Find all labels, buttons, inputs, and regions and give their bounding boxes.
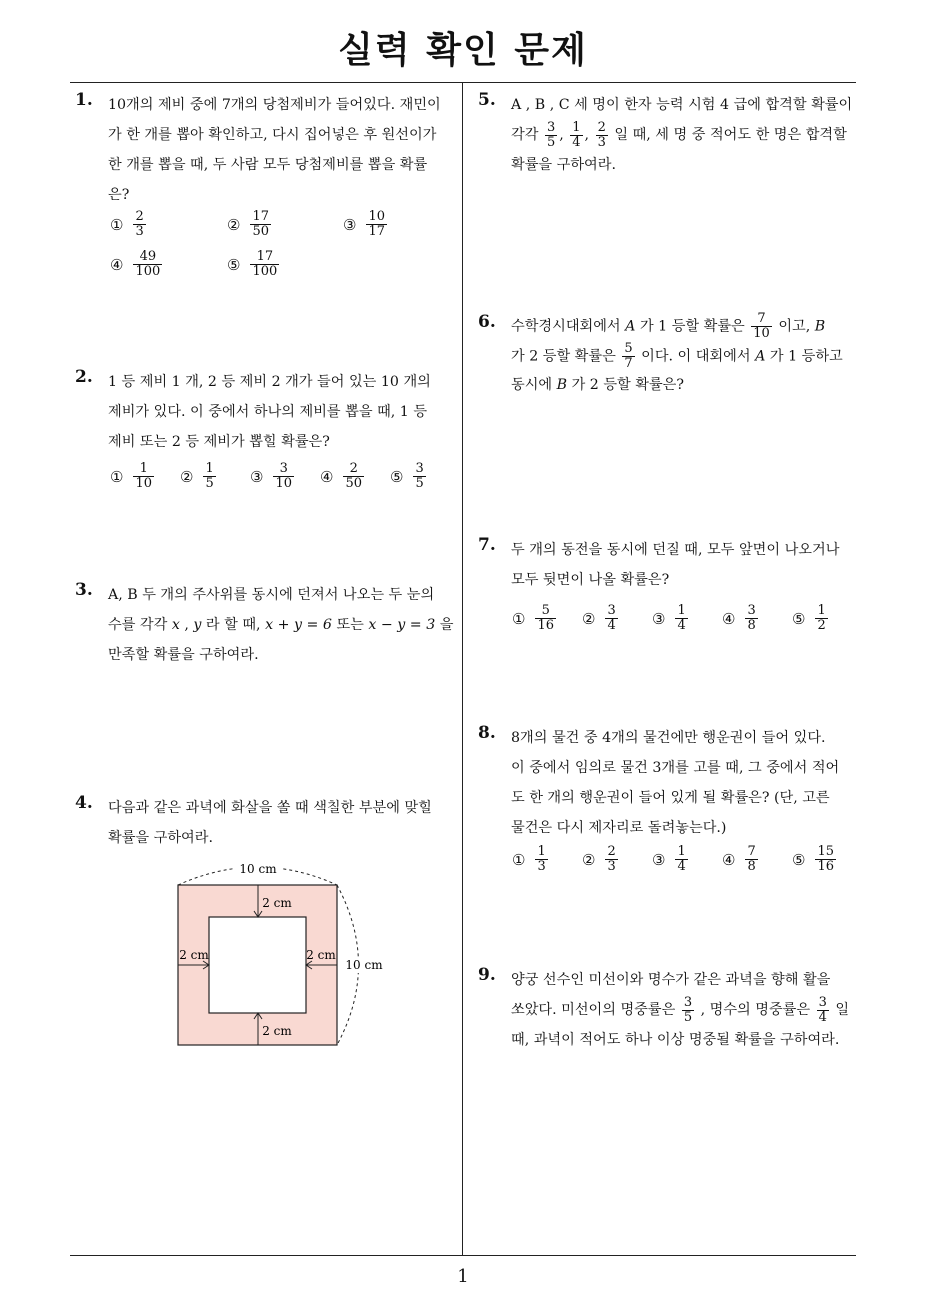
- text-line: 만족할 확률을 구하여라.: [108, 647, 259, 663]
- top-dimension-label: 10 cm: [239, 862, 277, 876]
- question-text: [511, 965, 849, 1055]
- inner-top-label: 2 cm: [262, 896, 292, 910]
- inner-left-label: 2 cm: [179, 948, 209, 962]
- question-number: 7.: [478, 535, 496, 555]
- question-text: [511, 723, 839, 843]
- option-3[interactable]: ③ $\frac{3}{10}$: [250, 461, 292, 491]
- text-line: 1 등 제비 1 개, 2 등 제비 2 개가 들어 있는 10 개의: [108, 374, 431, 390]
- question-text: [108, 90, 441, 210]
- text-line: 10개의 제비 중에 7개의 당첨제비가 들어있다. 재민이: [108, 97, 441, 113]
- fraction: $\frac{2}{3}$: [597, 119, 606, 150]
- question-number: 2.: [75, 367, 93, 387]
- option-1[interactable]: ① $\frac{5}{16}$: [512, 603, 554, 633]
- var-x: x: [171, 617, 180, 633]
- question-number: 4.: [75, 793, 93, 813]
- option-5[interactable]: ⑤ $\frac{3}{5}$: [390, 461, 424, 491]
- option-1[interactable]: ① $\frac{1}{3}$: [512, 844, 546, 874]
- option-1[interactable]: ① $\frac{1}{10}$: [110, 461, 152, 491]
- text-line: A , B , C 세 명이 한자 능력 시험 4 급에 합격할 확률이: [511, 97, 853, 113]
- question-text: [108, 793, 432, 853]
- option-2[interactable]: ② $\frac{2}{3}$: [582, 844, 616, 874]
- question-number: 5.: [478, 90, 496, 110]
- option-4[interactable]: ④ $\frac{2}{50}$: [320, 461, 362, 491]
- text-line: 가 한 개를 뽑아 확인하고, 다시 집어넣은 후 원선이가: [108, 127, 437, 143]
- question-text: [108, 580, 453, 670]
- question-number: 1.: [75, 90, 93, 110]
- fraction: $\frac{5}{7}$: [624, 340, 633, 371]
- option-3[interactable]: ③ $\frac{1}{4}$: [652, 844, 686, 874]
- equation-2: x − y = 3: [368, 617, 436, 633]
- text-line: 두 개의 동전을 동시에 던질 때, 모두 앞면이 나오거나: [511, 542, 840, 558]
- option-5[interactable]: ⑤ $\frac{1}{2}$: [792, 603, 826, 633]
- right-dimension-label: 10 cm: [345, 958, 383, 972]
- text-line: 때, 과녁이 적어도 하나 이상 명중될 확률을 구하여라.: [511, 1032, 840, 1048]
- question-text: [108, 367, 431, 457]
- option-5[interactable]: ⑤ $\frac{17}{100}$: [227, 249, 278, 279]
- question-number: 6.: [478, 312, 496, 332]
- question-text: [511, 90, 852, 180]
- text-line: 다음과 같은 과녁에 화살을 쏠 때 색칠한 부분에 맞힐: [108, 800, 432, 816]
- target-figure: [170, 855, 390, 1055]
- text-line: 쏘았다. 미선이의 명중률은 $\frac{3}{5}$ , 명수의 명중률은 $\frac{3}{4}$ 일: [511, 994, 850, 1025]
- question-number: 8.: [478, 723, 496, 743]
- text-line: 확률을 구하여라.: [108, 830, 213, 846]
- question-text: [511, 535, 839, 595]
- question-text: [511, 312, 843, 400]
- question-number: 9.: [478, 965, 496, 985]
- text-line: 제비가 있다. 이 중에서 하나의 제비를 뽑을 때, 1 등: [108, 404, 428, 420]
- fraction: $\frac{1}{4}$: [572, 119, 581, 150]
- text-line: 물건은 다시 제자리로 돌려놓는다.): [511, 820, 727, 836]
- text-line: 8개의 물건 중 4개의 물건에만 행운권이 들어 있다.: [511, 730, 826, 746]
- option-4[interactable]: ④ $\frac{3}{8}$: [722, 603, 756, 633]
- option-1[interactable]: ① $\frac{2}{3}$: [110, 209, 144, 239]
- text-line: 제비 또는 2 등 제비가 뽑힐 확률은?: [108, 434, 330, 450]
- column-divider: [462, 82, 463, 1255]
- text-line: 수학경시대회에서 A 가 1 등할 확률은 $\frac{7}{10}$ 이고, B: [511, 311, 826, 341]
- text-line: 모두 뒷면이 나올 확률은?: [511, 572, 670, 588]
- option-2[interactable]: ② $\frac{17}{50}$: [227, 209, 269, 239]
- var-y: y: [193, 617, 202, 633]
- inner-right-label: 2 cm: [306, 948, 336, 962]
- question-number: 3.: [75, 580, 93, 600]
- option-3[interactable]: ③ $\frac{10}{17}$: [343, 209, 385, 239]
- inner-bottom-label: 2 cm: [262, 1024, 292, 1038]
- option-2[interactable]: ② $\frac{1}{5}$: [180, 461, 214, 491]
- equation-1: x + y = 6: [265, 617, 332, 633]
- option-4[interactable]: ④ $\frac{7}{8}$: [722, 844, 756, 874]
- text-line: 양궁 선수인 미선이와 명수가 같은 과녁을 향해 활을: [511, 972, 831, 988]
- fraction: $\frac{3}{5}$: [546, 119, 556, 150]
- text-line: 은?: [108, 187, 130, 203]
- option-3[interactable]: ③ $\frac{1}{4}$: [652, 603, 686, 633]
- text-line: A, B 두 개의 주사위를 동시에 던져서 나오는 두 눈의: [108, 587, 435, 603]
- top-rule: [70, 82, 856, 83]
- fraction: $\frac{7}{10}$: [753, 311, 770, 341]
- text-line: 확률을 구하여라.: [511, 157, 616, 173]
- fraction: $\frac{3}{4}$: [818, 994, 827, 1025]
- text-line: 도 한 개의 행운권이 들어 있게 될 확률은? (단, 고른: [511, 790, 830, 806]
- text-line: 이 중에서 임의로 물건 3개를 고를 때, 그 중에서 적어: [511, 760, 840, 776]
- text-line: 한 개를 뽑을 때, 두 사람 모두 당첨제비를 뽑을 확률: [108, 157, 428, 173]
- text-line: 각각 $\frac{3}{5}$ , $\frac{1}{4}$ , $\frac{2}{3}$ 일 때, 세 명 중 적어도 한 명은 합격할: [511, 119, 847, 150]
- option-2[interactable]: ② $\frac{3}{4}$: [582, 603, 616, 633]
- page-title: 실력 확인 문제: [338, 30, 588, 71]
- option-5[interactable]: ⑤ $\frac{15}{16}$: [792, 844, 834, 874]
- bottom-rule: [70, 1255, 856, 1256]
- text-line: 가 2 등할 확률은 $\frac{5}{7}$ 이다. 이 대회에서 A 가 1 등하고: [511, 340, 843, 371]
- page-number: 1: [457, 1266, 469, 1287]
- text-line: 동시에 B 가 2 등할 확률은?: [511, 377, 684, 393]
- text-line: 수를 각각 x , y 라 할 때, x + y = 6 또는 x − y = 3 을: [108, 617, 454, 633]
- fraction: $\frac{3}{5}$: [683, 994, 693, 1025]
- white-inner-square: [209, 917, 306, 1013]
- option-4[interactable]: ④ $\frac{49}{100}$: [110, 249, 161, 279]
